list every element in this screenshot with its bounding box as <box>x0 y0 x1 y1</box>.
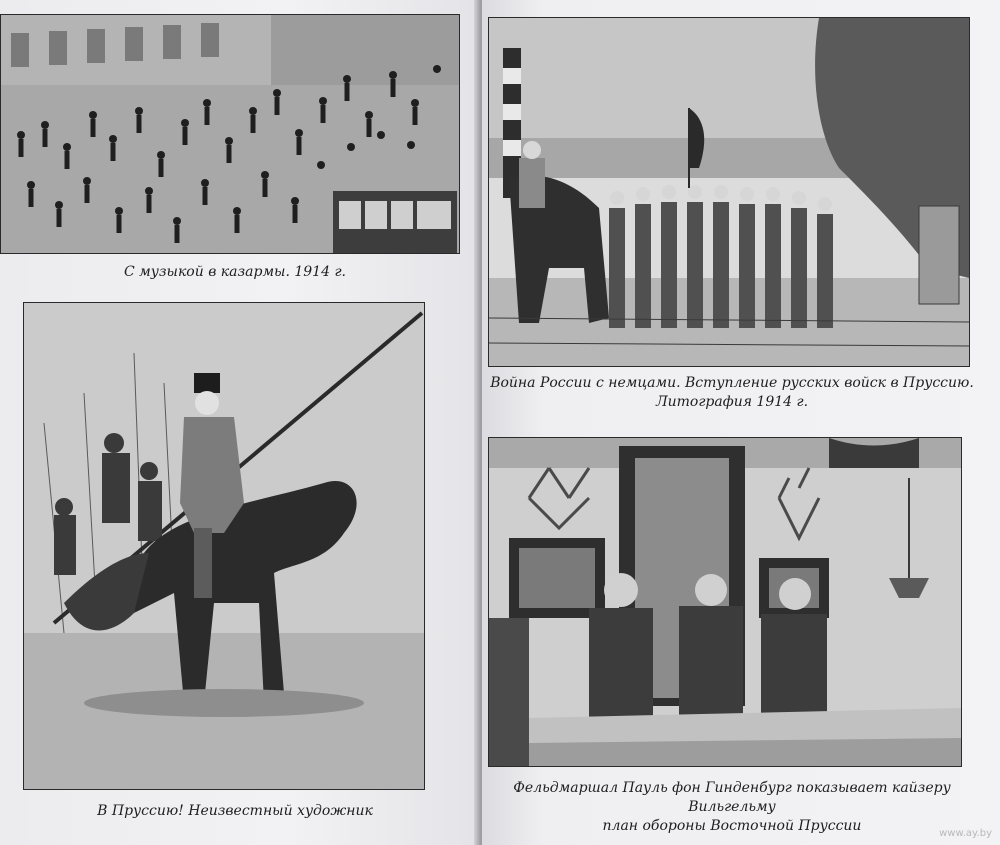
photo-crowd-march <box>0 14 460 254</box>
caption-troops-line2: Литография 1914 г. <box>655 394 809 410</box>
right-page <box>482 0 1000 845</box>
photo-hindenburg-kaiser <box>488 437 962 767</box>
left-page <box>0 0 478 845</box>
caption-troops-entering-prussia <box>482 374 982 412</box>
caption-hindenburg-kaiser <box>482 779 982 836</box>
caption-crowd-march-text: С музыкой в казармы. 1914 г. <box>124 264 346 280</box>
caption-crowd-march <box>0 263 470 282</box>
photo-cossack-rider <box>23 302 425 790</box>
caption-cossack-rider-text: В Пруссию! Неизвестный художник <box>97 803 373 819</box>
caption-hindenburg-line1: Фельдмаршал Пауль фон Гинденбург показывает кайзеру Вильгельму <box>513 780 951 815</box>
caption-cossack-rider <box>0 802 470 821</box>
caption-hindenburg-line2: план обороны Восточной Пруссии <box>602 818 862 834</box>
litho-troops-entering-prussia <box>488 17 970 367</box>
watermark: www.ay.by <box>939 828 992 839</box>
caption-troops-line1: Война России с немцами. Вступление русских войск в Пруссию. <box>490 375 974 391</box>
